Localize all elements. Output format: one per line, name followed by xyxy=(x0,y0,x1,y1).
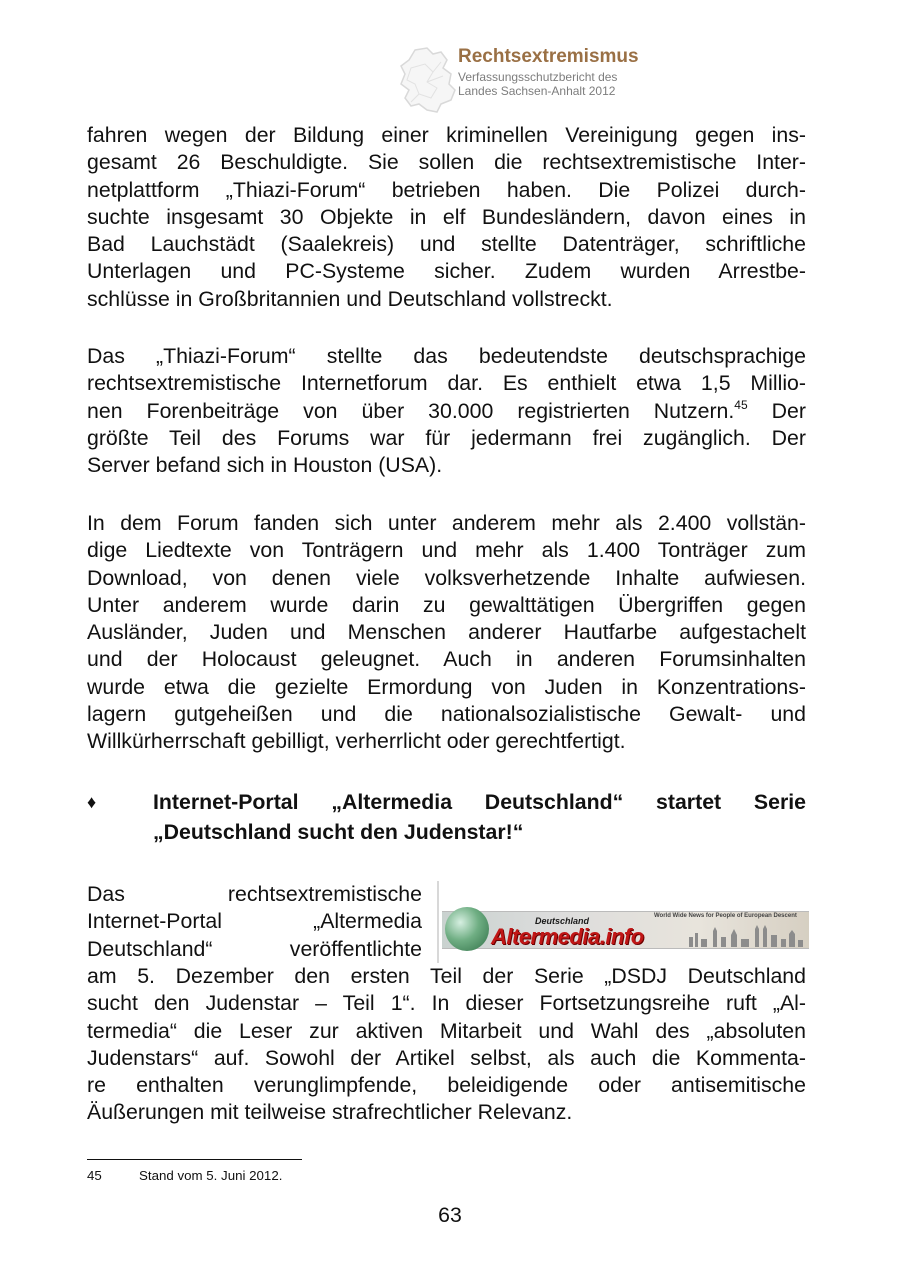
text-line: Unter anderem wurde darin zu gewalttätigen Übergriffen gegen xyxy=(87,592,806,617)
paragraph-4-wrapped xyxy=(87,881,422,963)
text-line: Judenstars“ auf. Sowohl der Artikel selbst, als auch die Kommenta- xyxy=(87,1045,806,1070)
text-line: wurde etwa die gezielte Ermordung von Juden in Konzentrations- xyxy=(87,674,806,699)
page-header xyxy=(397,44,817,114)
banner-tagline: World Wide News for People of European Descent xyxy=(654,913,797,919)
city-skyline-icon xyxy=(685,925,805,947)
paragraph-4-full xyxy=(87,963,806,1127)
text-line: rechtsextremistische Internetforum dar. Es enthielt etwa 1,5 Millio- xyxy=(87,371,806,396)
text-line: dige Liedtexte von Tonträgern und mehr als 1.400 Tonträger zum xyxy=(87,538,806,563)
banner-divider xyxy=(437,881,439,963)
text-line: suchte insgesamt 30 Objekte in elf Bundesländern, davon eines in xyxy=(87,204,806,229)
text-line: größte Teil des Forums war für jedermann frei zugänglich. Der xyxy=(87,425,806,450)
text-line: In dem Forum fanden sich unter anderem mehr als 2.400 vollstän- xyxy=(87,511,806,535)
footnote-number: 45 xyxy=(87,1168,102,1183)
footnote-divider xyxy=(87,1159,302,1160)
header-subtitle-line2: Landes Sachsen-Anhalt 2012 xyxy=(458,84,616,98)
diamond-bullet-icon: ♦ xyxy=(87,792,97,812)
heading-line: „Deutschland sucht den Judenstar!“ xyxy=(153,820,524,844)
paragraph-2 xyxy=(87,343,806,479)
altermedia-banner-image xyxy=(437,881,809,963)
text-line: und der Holocaust geleugnet. Auch in anderen Forumsinhalten xyxy=(87,647,806,672)
sachsen-anhalt-map-icon xyxy=(397,46,459,114)
text-line: gesamt 26 Beschuldigte. Sie sollen die rechtsextremistische Inter- xyxy=(87,150,806,175)
text-line-with-footnote xyxy=(87,398,806,425)
text-line: Das rechtsextremistische xyxy=(87,882,422,906)
text-line: termedia“ die Leser zur aktiven Mitarbeit und Wahl des „absoluten xyxy=(87,1018,806,1043)
text-line: sucht den Judenstar – Teil 1“. In dieser Fortsetzungsreihe ruft „Al- xyxy=(87,991,806,1016)
text-line: lagern gutgeheißen und die nationalsozialistische Gewalt- und xyxy=(87,702,806,727)
text-line: Deutschland“ veröffentlichte xyxy=(87,936,422,961)
section-heading-text xyxy=(153,787,806,847)
text-line: Das „Thiazi-Forum“ stellte das bedeutendste deutschsprachige xyxy=(87,344,806,368)
text-line: re enthalten verunglimpfende, beleidigende oder antisemitische xyxy=(87,1073,806,1098)
footnote-text: Stand vom 5. Juni 2012. xyxy=(139,1168,283,1183)
text-line: Willkürherrschaft gebilligt, verherrlicht oder gerechtfertigt. xyxy=(87,729,626,754)
text-line: Ausländer, Juden und Menschen anderer Hautfarbe aufgestachelt xyxy=(87,620,806,645)
heading-line: Internet-Portal „Altermedia Deutschland“ startet Serie xyxy=(153,790,806,814)
paragraph-1 xyxy=(87,122,806,313)
banner-brand-small: Deutschland xyxy=(535,916,590,926)
text-line: Bad Lauchstädt (Saalekreis) und stellte Datenträger, schriftliche xyxy=(87,232,806,257)
text-line: fahren wegen der Bildung einer kriminellen Vereinigung gegen ins- xyxy=(87,123,806,147)
paragraph-3 xyxy=(87,510,806,756)
text-line: Server befand sich in Houston (USA). xyxy=(87,453,443,478)
header-title: Rechtsextremismus xyxy=(458,46,639,67)
globe-icon xyxy=(445,907,489,951)
text-line: am 5. Dezember den ersten Teil der Serie „DSDJ Deutschland xyxy=(87,964,806,988)
text-segment: nen Forenbeiträge von über 30.000 registrierten Nutzern. xyxy=(87,398,735,423)
text-line: Unterlagen und PC-Systeme sicher. Zudem wurden Arrestbe- xyxy=(87,259,806,284)
page-number: 63 xyxy=(438,1203,462,1227)
header-subtitle-line1: Verfassungsschutzbericht des xyxy=(458,70,618,84)
text-line: Internet-Portal „Altermedia xyxy=(87,909,422,934)
text-line: Download, von denen viele volksverhetzende Inhalte aufwiesen. xyxy=(87,565,806,590)
banner-brand: Altermedia.info xyxy=(491,924,644,949)
text-line: Äußerungen mit teilweise strafrechtlicher Relevanz. xyxy=(87,1100,573,1125)
text-line: netplattform „Thiazi-Forum“ betrieben haben. Die Polizei durch- xyxy=(87,177,806,202)
text-line: schlüsse in Großbritannien und Deutschland vollstreckt. xyxy=(87,286,613,311)
footnote-reference[interactable]: 45 xyxy=(734,397,748,412)
text-segment: Der xyxy=(747,398,806,423)
